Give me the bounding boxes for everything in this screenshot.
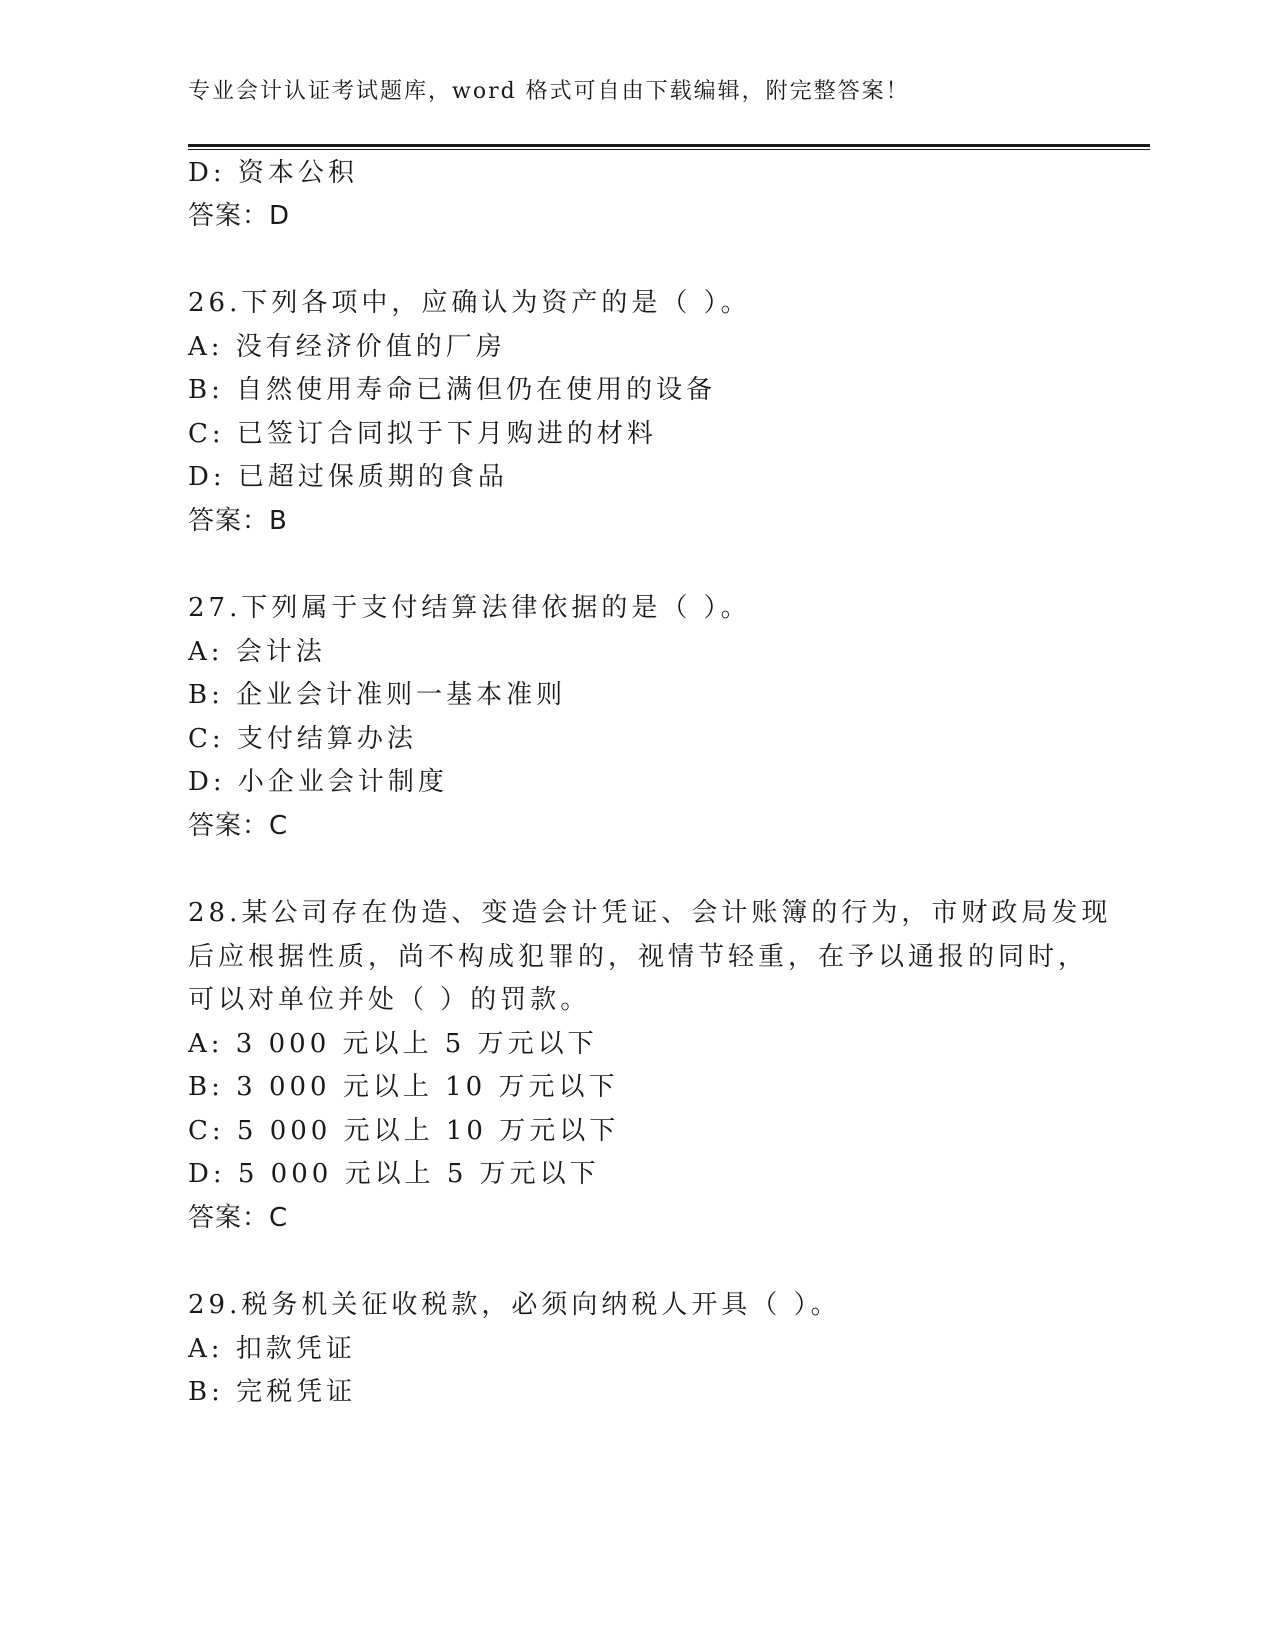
option-a-q27: A: 会计法 [188,637,326,667]
option-d-q25: D: 资本公积 [188,158,358,188]
option-d-q28: D: 5 000 元以上 5 万元以下 [188,1159,600,1189]
option-a-q28: A: 3 000 元以上 5 万元以下 [188,1029,598,1059]
option-a-q26: A: 没有经济价值的厂房 [188,332,506,362]
question-26: 26.下列各项中，应确认为资产的是（ ）。 [188,288,751,318]
option-b-q28: B: 3 000 元以上 10 万元以下 [188,1072,619,1102]
option-b-q29: B: 完税凭证 [188,1377,357,1407]
option-c-q28: C: 5 000 元以上 10 万元以下 [188,1116,620,1146]
question-28-line-1: 28.某公司存在伪造、变造会计凭证、会计账簿的行为，市财政局发现 [188,898,1112,928]
option-d-q27: D: 小企业会计制度 [188,767,448,797]
option-c-q27: C: 支付结算办法 [188,724,417,754]
option-d-q26: D: 已超过保质期的食品 [188,462,508,492]
answer-q26: 答案：B [188,506,288,536]
option-b-q27: B: 企业会计准则一基本准则 [188,680,567,710]
answer-q25: 答案：D [188,201,291,231]
option-c-q26: C: 已签订合同拟于下月购进的材料 [188,419,657,449]
question-28-line-3: 可以对单位并处（ ）的罚款。 [188,985,591,1015]
header-divider-thin [188,149,1150,150]
answer-q27: 答案：C [188,811,289,841]
page-header: 专业会计认证考试题库，word 格式可自由下载编辑，附完整答案！ [188,79,910,104]
answer-q28: 答案：C [188,1203,289,1233]
option-b-q26: B: 自然使用寿命已满但仍在使用的设备 [188,375,717,405]
header-divider-thick [188,144,1150,147]
question-28-line-2: 后应根据性质，尚不构成犯罪的，视情节轻重，在予以通报的同时， [188,942,1089,972]
question-27: 27.下列属于支付结算法律依据的是（ ）。 [188,593,751,623]
option-a-q29: A: 扣款凭证 [188,1334,356,1364]
question-29: 29.税务机关征收税款，必须向纳税人开具（ ）。 [188,1290,841,1320]
